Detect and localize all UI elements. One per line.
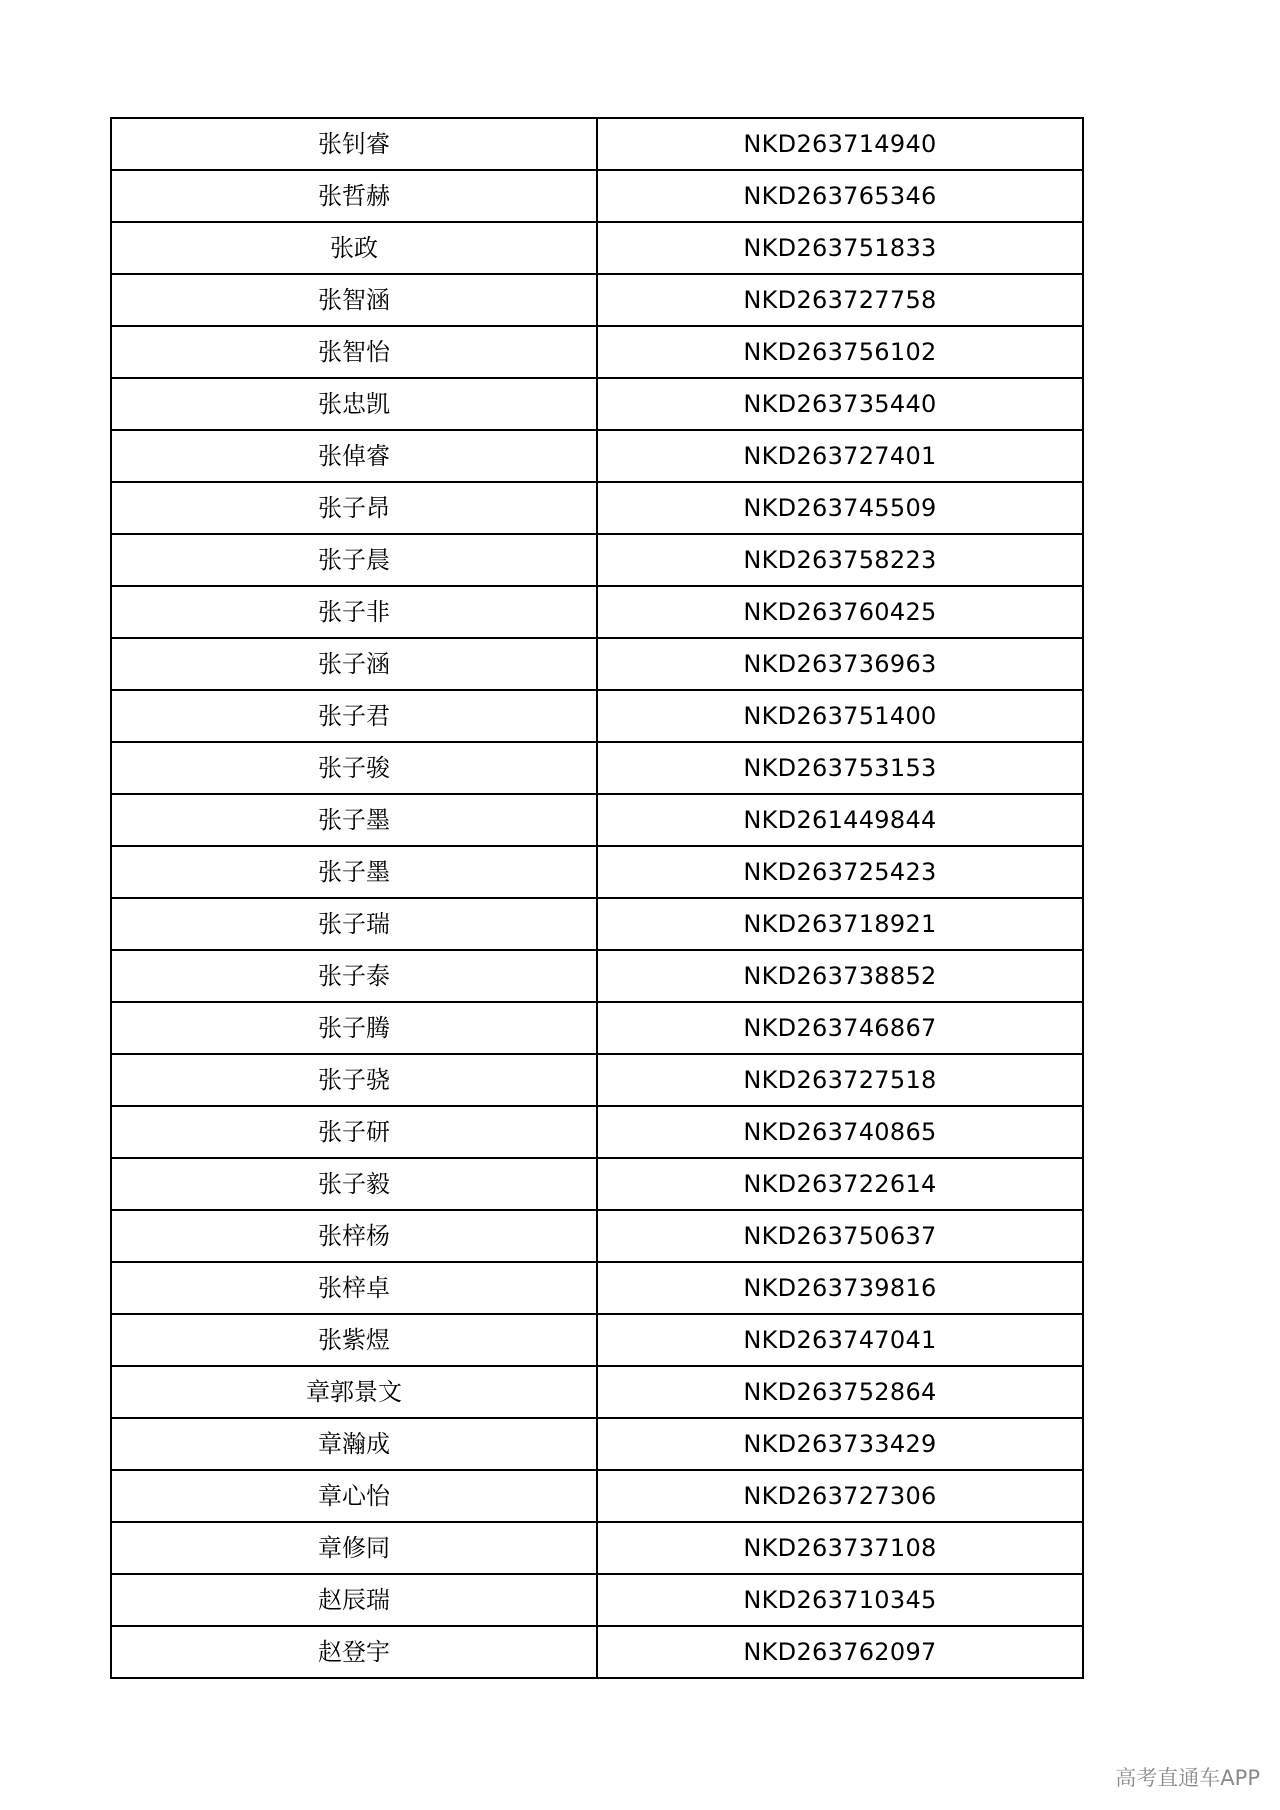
registration-number-cell: NKD263727401	[597, 430, 1083, 482]
registration-number-cell: NKD263737108	[597, 1522, 1083, 1574]
registration-number-cell: NKD263745509	[597, 482, 1083, 534]
registration-number-cell: NKD263765346	[597, 170, 1083, 222]
student-name-cell: 张子墨	[111, 794, 597, 846]
student-name-cell: 张智涵	[111, 274, 597, 326]
student-name-cell: 张忠凯	[111, 378, 597, 430]
student-name-cell: 张子昂	[111, 482, 597, 534]
table-row	[111, 222, 1083, 274]
registration-number-cell: NKD263733429	[597, 1418, 1083, 1470]
admission-list-table	[110, 117, 1084, 1679]
table-row	[111, 638, 1083, 690]
student-name-cell: 张子君	[111, 690, 597, 742]
student-name-cell: 赵辰瑞	[111, 1574, 597, 1626]
registration-number-cell: NKD263736963	[597, 638, 1083, 690]
table-row	[111, 1158, 1083, 1210]
student-name-cell: 赵登宇	[111, 1626, 597, 1678]
table-row	[111, 1210, 1083, 1262]
registration-number-cell: NKD263714940	[597, 118, 1083, 170]
registration-number-cell: NKD263752864	[597, 1366, 1083, 1418]
table-row	[111, 1314, 1083, 1366]
table-row	[111, 430, 1083, 482]
table-row	[111, 586, 1083, 638]
student-name-cell: 张子涵	[111, 638, 597, 690]
student-name-cell: 章郭景文	[111, 1366, 597, 1418]
registration-number-cell: NKD263758223	[597, 534, 1083, 586]
table-row	[111, 378, 1083, 430]
student-name-cell: 张智怡	[111, 326, 597, 378]
table-row	[111, 274, 1083, 326]
student-name-cell: 张钊睿	[111, 118, 597, 170]
student-name-cell: 张子泰	[111, 950, 597, 1002]
table-row	[111, 1470, 1083, 1522]
table-row	[111, 118, 1083, 170]
table-row	[111, 170, 1083, 222]
registration-number-cell: NKD263710345	[597, 1574, 1083, 1626]
student-name-cell: 张紫煜	[111, 1314, 597, 1366]
registration-number-cell: NKD263727758	[597, 274, 1083, 326]
registration-number-cell: NKD263722614	[597, 1158, 1083, 1210]
table-row	[111, 690, 1083, 742]
registration-number-cell: NKD263750637	[597, 1210, 1083, 1262]
registration-number-cell: NKD263727306	[597, 1470, 1083, 1522]
registration-number-cell: NKD263727518	[597, 1054, 1083, 1106]
student-name-cell: 张子墨	[111, 846, 597, 898]
table-row	[111, 1262, 1083, 1314]
student-name-cell: 张梓杨	[111, 1210, 597, 1262]
registration-number-cell: NKD263718921	[597, 898, 1083, 950]
student-name-cell: 张哲赫	[111, 170, 597, 222]
registration-number-cell: NKD263751400	[597, 690, 1083, 742]
registration-number-cell: NKD263760425	[597, 586, 1083, 638]
table-row	[111, 1574, 1083, 1626]
student-name-cell: 张子毅	[111, 1158, 597, 1210]
student-name-cell: 张子研	[111, 1106, 597, 1158]
table-row	[111, 534, 1083, 586]
student-name-cell: 章心怡	[111, 1470, 597, 1522]
table-body	[111, 118, 1083, 1678]
table-row	[111, 326, 1083, 378]
table-row	[111, 1002, 1083, 1054]
registration-number-cell: NKD261449844	[597, 794, 1083, 846]
table-row	[111, 950, 1083, 1002]
table-row	[111, 794, 1083, 846]
table-row	[111, 1054, 1083, 1106]
table-row	[111, 1366, 1083, 1418]
student-name-cell: 章修同	[111, 1522, 597, 1574]
table-row	[111, 1626, 1083, 1678]
table-row	[111, 1418, 1083, 1470]
registration-number-cell: NKD263746867	[597, 1002, 1083, 1054]
registration-number-cell: NKD263740865	[597, 1106, 1083, 1158]
student-name-cell: 章瀚成	[111, 1418, 597, 1470]
student-name-cell: 张子腾	[111, 1002, 597, 1054]
registration-number-cell: NKD263738852	[597, 950, 1083, 1002]
registration-number-cell: NKD263739816	[597, 1262, 1083, 1314]
table-row	[111, 846, 1083, 898]
registration-number-cell: NKD263725423	[597, 846, 1083, 898]
registration-number-cell: NKD263735440	[597, 378, 1083, 430]
registration-number-cell: NKD263751833	[597, 222, 1083, 274]
registration-number-cell: NKD263753153	[597, 742, 1083, 794]
student-name-cell: 张子晨	[111, 534, 597, 586]
student-name-cell: 张子非	[111, 586, 597, 638]
student-name-cell: 张倬睿	[111, 430, 597, 482]
table-row	[111, 482, 1083, 534]
watermark: 高考直通车APP	[1115, 1766, 1260, 1790]
table-row	[111, 1106, 1083, 1158]
student-name-cell: 张政	[111, 222, 597, 274]
registration-number-cell: NKD263756102	[597, 326, 1083, 378]
registration-number-cell: NKD263747041	[597, 1314, 1083, 1366]
student-name-cell: 张子瑞	[111, 898, 597, 950]
table-row	[111, 742, 1083, 794]
student-name-cell: 张梓卓	[111, 1262, 597, 1314]
student-name-cell: 张子骏	[111, 742, 597, 794]
table-row	[111, 898, 1083, 950]
student-name-cell: 张子骁	[111, 1054, 597, 1106]
registration-number-cell: NKD263762097	[597, 1626, 1083, 1678]
table-row	[111, 1522, 1083, 1574]
